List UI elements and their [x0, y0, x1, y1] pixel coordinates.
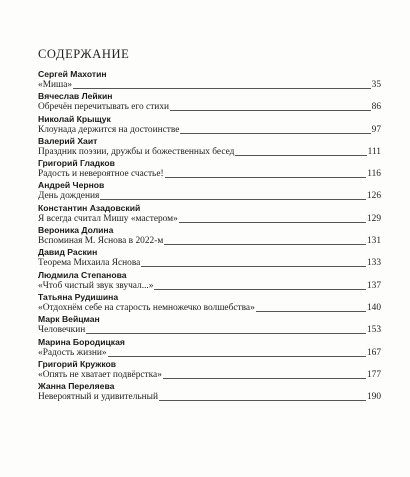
toc-leader-line	[235, 155, 366, 156]
toc-page-number: 116	[367, 169, 381, 180]
toc-line	[38, 125, 381, 136]
toc-leader-line	[256, 311, 366, 312]
toc-page-number: 177	[366, 369, 381, 380]
toc-entry	[38, 314, 381, 336]
toc-work-title: «Отдохнём себе на старость немножечко волшебства»	[38, 302, 255, 313]
toc-author: Константин Азадовский	[38, 202, 141, 213]
toc-leader-line	[100, 199, 366, 200]
toc-line	[38, 169, 381, 180]
page-title: СОДЕРЖАНИЕ	[38, 47, 130, 61]
toc-entry	[38, 158, 381, 180]
toc-page-number: 126	[366, 191, 381, 202]
toc-line	[38, 281, 381, 292]
toc-work-title: «Чтоб чистый звук звучал...»	[38, 280, 154, 291]
toc-page-number: 137	[366, 280, 381, 291]
toc-work-title: Обречён перечитывать его стихи	[38, 102, 170, 113]
toc-author: Григорий Кружков	[38, 358, 117, 369]
toc-entry	[38, 136, 381, 158]
toc-work-title: Человечкин	[38, 325, 86, 336]
table-of-contents	[38, 69, 381, 403]
toc-leader-line	[141, 266, 366, 267]
toc-leader-line	[170, 110, 371, 111]
toc-page-number: 86	[371, 102, 381, 113]
toc-page-number: 153	[366, 325, 381, 336]
toc-author: Сергей Махотин	[38, 69, 107, 79]
toc-leader-line	[180, 133, 370, 134]
toc-line	[38, 325, 381, 336]
toc-work-title: «Радость жизни»	[38, 347, 107, 358]
toc-leader-line	[86, 333, 366, 334]
toc-line	[38, 214, 381, 225]
toc-line	[38, 303, 381, 314]
toc-entry	[38, 247, 381, 269]
toc-entry	[38, 180, 381, 202]
toc-line	[38, 80, 381, 91]
toc-work-title: «Миша»	[38, 80, 73, 90]
toc-entry	[38, 225, 381, 247]
toc-work-title: Невероятный и удивительный	[38, 392, 158, 403]
toc-entry	[38, 91, 381, 113]
toc-author: Татьяна Рудишина	[38, 291, 119, 302]
toc-leader-line	[179, 222, 366, 223]
toc-page-number: 140	[366, 302, 381, 313]
toc-author: Марина Бородицкая	[38, 336, 125, 347]
toc-author: Григорий Гладков	[38, 158, 115, 169]
toc-author: Валерий Хаит	[38, 135, 98, 146]
toc-leader-line	[159, 400, 366, 401]
toc-page-number: 167	[366, 347, 381, 358]
toc-entry	[38, 270, 381, 292]
toc-page-number: 35	[371, 80, 381, 90]
toc-author: Вячеслав Лейкин	[38, 91, 113, 102]
toc-page-number: 133	[366, 258, 381, 269]
toc-entry	[38, 381, 381, 403]
toc-author: Жанна Переляева	[38, 381, 115, 392]
toc-entry	[38, 292, 381, 314]
toc-line	[38, 147, 381, 158]
toc-line	[38, 370, 381, 381]
toc-line	[38, 191, 381, 202]
toc-work-title: Вспоминая М. Яснова в 2022-м	[38, 236, 164, 247]
toc-page-number: 97	[371, 124, 381, 135]
toc-entry	[38, 337, 381, 359]
toc-line	[38, 236, 381, 247]
toc-work-title: Праздник поэзии, дружбы и божественных бесед	[38, 146, 235, 157]
toc-entry	[38, 114, 381, 136]
toc-leader-line	[164, 244, 366, 245]
toc-work-title: День дождения	[38, 191, 100, 202]
toc-leader-line	[154, 289, 365, 290]
toc-work-title: Теорема Михаила Яснова	[38, 258, 141, 269]
toc-author: Андрей Чернов	[38, 180, 105, 191]
toc-author: Вероника Долина	[38, 225, 114, 236]
toc-work-title: Радость и невероятное счастье!	[38, 169, 164, 180]
toc-entry	[38, 69, 381, 91]
toc-line	[38, 258, 381, 269]
toc-page-number: 129	[366, 213, 381, 224]
toc-entry	[38, 359, 381, 381]
toc-leader-line	[108, 356, 366, 357]
toc-page-number: 111	[367, 146, 381, 157]
toc-line	[38, 392, 381, 403]
toc-work-title: Клоунада держится на достоинстве	[38, 124, 180, 135]
toc-author: Людмила Степанова	[38, 269, 127, 280]
toc-author: Давид Раскин	[38, 247, 98, 258]
toc-line	[38, 348, 381, 359]
toc-work-title: «Опять не хватает подвёрстка»	[38, 369, 162, 380]
toc-work-title: Я всегда считал Мишу «мастером»	[38, 213, 178, 224]
toc-leader-line	[73, 88, 371, 89]
toc-line	[38, 102, 381, 113]
toc-page-number: 190	[366, 392, 381, 403]
toc-author: Николай Крыщук	[38, 113, 111, 124]
toc-author: Марк Вейцман	[38, 314, 100, 325]
toc-page-number: 131	[366, 236, 381, 247]
toc-leader-line	[163, 378, 366, 379]
toc-leader-line	[165, 177, 367, 178]
toc-entry	[38, 203, 381, 225]
